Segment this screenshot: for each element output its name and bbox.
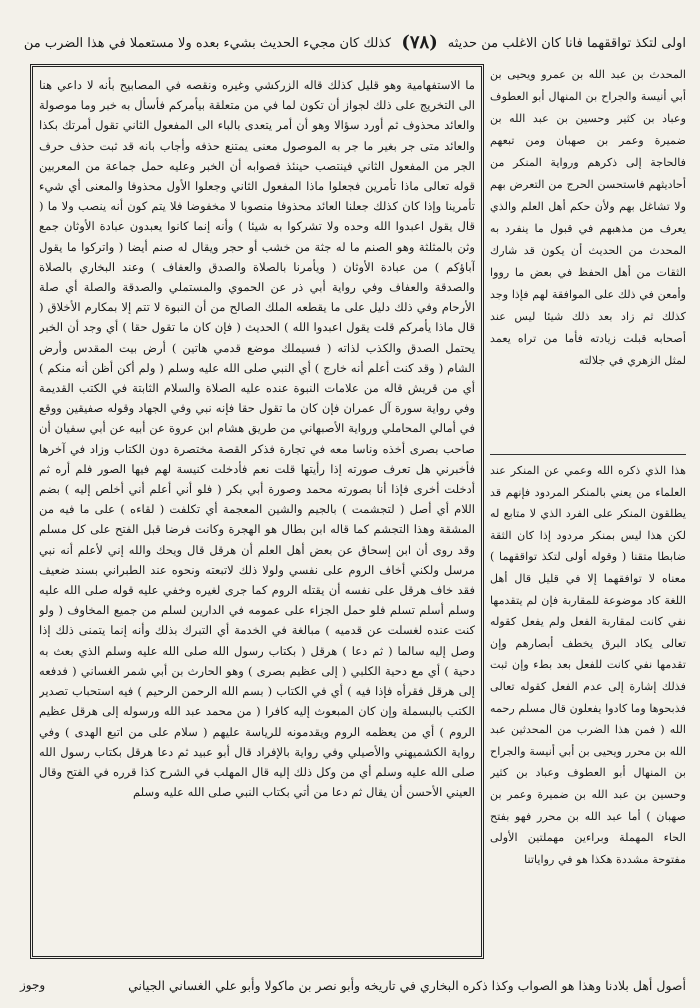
margin-divider bbox=[490, 454, 686, 455]
page-footer bbox=[20, 972, 686, 998]
margin-commentary-bottom: هذا الذي ذكره الله وعمي عن المنكر عند العلماء من يعني بالمنكر المردود فإنهم قد يطلقون المنكر على الفرد الذي لا متابع له لكن هذا ليس بمنكر مردود إذا كان الثقة ضابطا متقنا ( وقوله أولى لتكذ تواققهما ) معناه لا توافقهما إلا في قليل قال أهل اللغة كاد موضوعة للمقاربة فإن لم يتقدمها نفي كانت لمقاربة الفعل ولم يفعل كقوله تعالى يكاد البرق يخطف أبصارهم وإن تقدمها نفي كانت للفعل بعد بطء وإن ثبت فذلك إشارة إلى عدم الفعل كقوله تعالى فذبحوها وما كادوا يفعلون قال مسلم رحمه الله ( فمن هذا الضرب من المحدثين عبد الله بن محرر ويحيى بن أبي أنيسة والجراح بن المنهال أبو العطوف وعباد بن كثير وحسين بن عبد الله بن ضميرة وعمر بن صهبان ) أما عبد الله بن محرر فهو بفتح الحاء المهملة وبراءين مهملتين الأولى مفتوحة مشددة هكذا هو في رواياتنا bbox=[490, 464, 686, 866]
header-left-text: كذلك كان مجيء الحديث بشيء بعده ولا مستعملا في هذا الضرب من bbox=[23, 36, 392, 50]
main-body-text: ما الاستفهامية وهو قليل كذلك قاله الزركشي وغيره ونقصه في المصابيح بأنه لا داعي هنا الى التخريج على ذلك لجواز أن تكون لما في من متعلقة بيأمركم فأسأل به خبر وما موصولة والعائد محذوف ثم أورد سؤالا وهو أن أمر يتعدى بالباء الى المفعول الثاني تقول أمرتك بكذا والعائد متى جر بغير ما جر به الموصول معنى يمتنع حذفه وأجاب بانه قد ثبت حذف حرف الجر من المفعول الثاني فينتصب حينئذ فصوابه أن الخبر وعليه حمل جماعة من المعربين قوله تعالى ماذا تأمرين فجعلوا ماذا المفعول الثاني وجعلوا الأول محذوفا والمعنى أي شيء تأمرينا وإذا كان كذلك جعلنا العائد محذوفا منصوبا لا مخفوضا فلا يتم كون أنه ينصب ولا ما ( قال يقول اعبدوا الله وحده ولا تشركوا به شيئا ) وأنه إنما كانوا يعبدون عبادة الأوثان جمع وثن بالمثلثة وهو الصنم ما له جثة من خشب أو حجر ويقال له صنم أيضا ( واتركوا ما يقول آباؤكم ) من عبادة الأوثان ( ويأمرنا بالصلاة والصدق والعفاف ) وعند البخاري بالصلاة والصدقة والعفاف وفي رواية أبي ذر عن الحموي والمستملي والصدقة والصلة أي صلة الأرحام وفي ذلك دليل على ما يقطعه الملك الصالح من أن النبوة لا تتم إلا بمكارم الأخلاق ( قال ماذا يأمركم قلت يقول اعبدوا الله ) الحديث ( فإن كان ما تقول حقا ) أي وجد أن الخبر يحتمل الصدق والكذب لذاته ( فسيملك موضع قدمي هاتين ) أرض بيت المقدس وأرض الشام ( وقد كنت أعلم أنه خارج ) أي النبي صلى الله عليه وسلم ( ولم أكن أظن أنه منكم ) أي من قريش قاله من علامات النبوة عنده عليه الصلاة والسلام الثابتة في الكتب القديمة وفي رواية سورة آل عمران فإن كان ما تقول حقا فإنه نبي وفي الجهاد وقوله صفيقين ووقع في أمالي المحاملي ورواية الأصبهاني من طريق هشام ابن عروة عن أبيه عن أبي سفيان أن صاحب بصرى أخذه وناسا معه في تجارة فذكر القصة مختصرة دون الكتاب وزاد في آخرها فأخبرني هل تعرف صورته إذا رأيتها قلت نعم فأدخلت كنيسة لهم فيها الصور فلم أره ثم أدخلت أخرى فإذا أنا بصورته محمد وصورة أبي بكر ( فلو أني أعلم أني أخلص إليه ) بضم اللام أي أصل ( لتجشمت ) بالجيم والشين المعجمة أي تكلفت ( لقاءه ) على ما فيه من المشقة وهذا التجشم كما قاله ابن بطال هو الهجرة وكانت فرضا قبل الفتح على كل مسلم وقد روى أن ابن إسحاق عن بعض أهل العلم أن هرقل قال ويحك والله إني لأعلم أنه نبي مرسل ولكني أخاف الروم على نفسي ولولا ذلك لاتبعته ونحوه عند الطبراني بسند ضعيف فقد خاف هرقل على نفسه أن يقتله الروم كما جرى لغيره وخفي عليه قوله صلى الله عليه وسلم أسلم تسلم فلو حمل الجزاء على عمومه في الدارين لسلم من جميع المخاوف ( ولو كنت عنده لغسلت عن قدميه ) مبالغة في الخدمة أي التبرك بذلك وأنه إنما يتمنى ذلك إذا وصل إليه سالما ( ثم دعا ) هرقل ( بكتاب رسول الله صلى الله عليه وسلم الذي بعث به دحية ) أي مع دحية الكلبي ( إلى عظيم بصرى ) وهو الحارث بن أبي شمر الغساني ( فدفعه إلى هرقل فقرأه فإذا فيه ) أي في الكتاب ( بسم الله الرحمن الرحيم ) فيه استحباب تصدير الكتب بالبسملة وإن كان المبعوث إليه كافرا ( من محمد عبد الله ورسوله إلى هرقل عظيم الروم ) أي من يعظمه الروم ويقدمونه للرياسة عليهم ( سلام على من اتبع الهدى ) وفي رواية الكشميهني والأصيلي وفي رواية بالإفراد قال أبو عبيد ثم دعا هرقل بكتاب رسول الله صلى الله عليه وسلم أي من وكل ذلك إليه قال المهلب في الشرح كذا قرره في الفتح وقال العيني الأحسن أن يقال ثم دعا من أتي بكتاب النبي صلى الله عليه وسلم bbox=[39, 78, 475, 800]
main-text-frame bbox=[30, 64, 484, 959]
page-header bbox=[14, 30, 686, 56]
margin-commentary-top: المحدث بن عبد الله بن عمرو ويحيى بن أبي أنيسة والجراح بن المنهال أبو العطوف وعباد بن كثير وحسين بن عبد الله بن ضميرة وعمر بن صهبان ومن تبعهم فالحاجة إلى ذكرهم ورواية المنكر من أحاديثهم فاستحسن الحرج من التعرض بهم ولا تشاغل بهم ولأن حكم أهل العلم والذي يعرف من مذهبهم في قبول ما ينفرد به المحدث من الحديث أن يكون قد شارك الثقات من أهل الحفظ في بعض ما رووا وأمعن في ذلك على الموافقة لهم فإذا وجد كذلك ثم زاد بعد ذلك شيئا ليس عند أصحابه قبلت زيادته فأما من تراه يعمد لمثل الزهري في جلالته bbox=[490, 68, 686, 367]
header-right-text: أولى لتكذ تواققهما فانا كان الاغلب من حديثه bbox=[447, 36, 686, 50]
footer-text: أصول أهل بلادنا وهذا هو الصواب وكذا ذكره البخاري في تاريخه وأبو نصر بن ماكولا وأبو علي الغساني الجياني bbox=[128, 977, 686, 993]
page-number: (٧٨) bbox=[401, 32, 438, 53]
footer-catchword: وجوز bbox=[20, 978, 46, 992]
